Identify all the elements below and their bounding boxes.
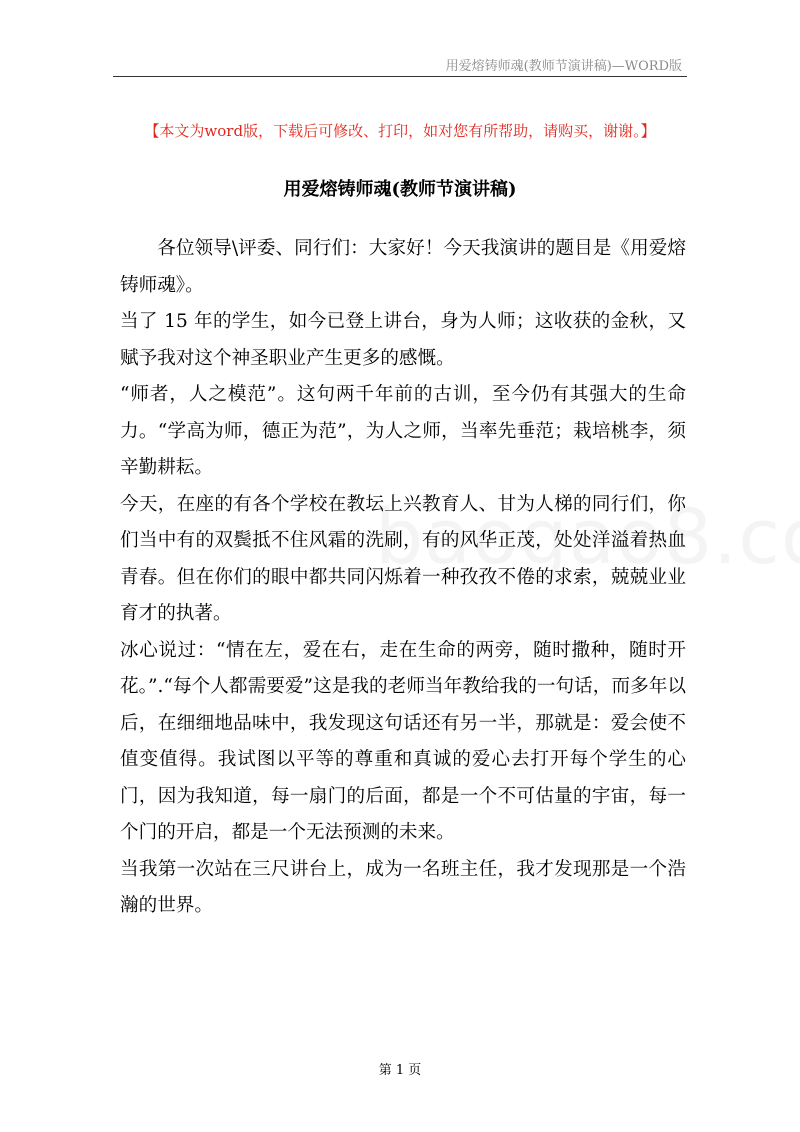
paragraph: “师者，人之模范”。这句两千年前的古训，至今仍有其强大的生命力。“学高为师，德正为范”，为人之师，当率先垂范；栽培桃李，须辛勤耕耘。 xyxy=(120,384,686,478)
paragraph: 当了 15 年的学生，如今已登上讲台，身为人师；这收获的金秋，又赋予我对这个神圣职业产生更多的感慨。 xyxy=(120,311,686,369)
paragraph: 冰心说过：“情在左，爱在右，走在生命的两旁，随时撒种，随时开花。”.“每个人都需要爱”这是我的老师当年教给我的一句话，而多年以后，在细细地品味中，我发现这句话还有另一半，那就是：爱会使不值变值得。我试图以平等的尊重和真诚的爱心去打开每个学生的心门，因为我知道，每一扇门的后面，都是一个不可估量的宇宙，每一个门的开启，都是一个无法预测的未来。 xyxy=(120,639,686,843)
page-header: 用爱熔铸师魂(教师节演讲稿)—WORD版 xyxy=(445,59,682,74)
purchase-notice: 【本文为word版，下载后可修改、打印，如对您有所帮助，请购买，谢谢。】 xyxy=(144,122,656,140)
paragraph: 当我第一次站在三尺讲台上，成为一名班主任，我才发现那是一个浩瀚的世界。 xyxy=(120,858,686,916)
paragraph: 各位领导\评委、同行们：大家好！今天我演讲的题目是《用爱熔铸师魂》。 xyxy=(120,238,686,296)
page-number: 第 1 页 xyxy=(378,1063,422,1078)
document-body xyxy=(120,231,686,925)
paragraph: 今天，在座的有各个学校在教坛上兴教育人、甘为人梯的同行们，你们当中有的双鬓抵不住风霜的洗刷，有的风华正茂，处处洋溢着热血青春。但在你们的眼中都共同闪烁着一种孜孜不倦的求索，兢兢业业育才的执著。 xyxy=(120,493,686,624)
document-title: 用爱熔铸师魂(教师节演讲稿) xyxy=(283,179,517,200)
header-divider xyxy=(113,76,687,77)
